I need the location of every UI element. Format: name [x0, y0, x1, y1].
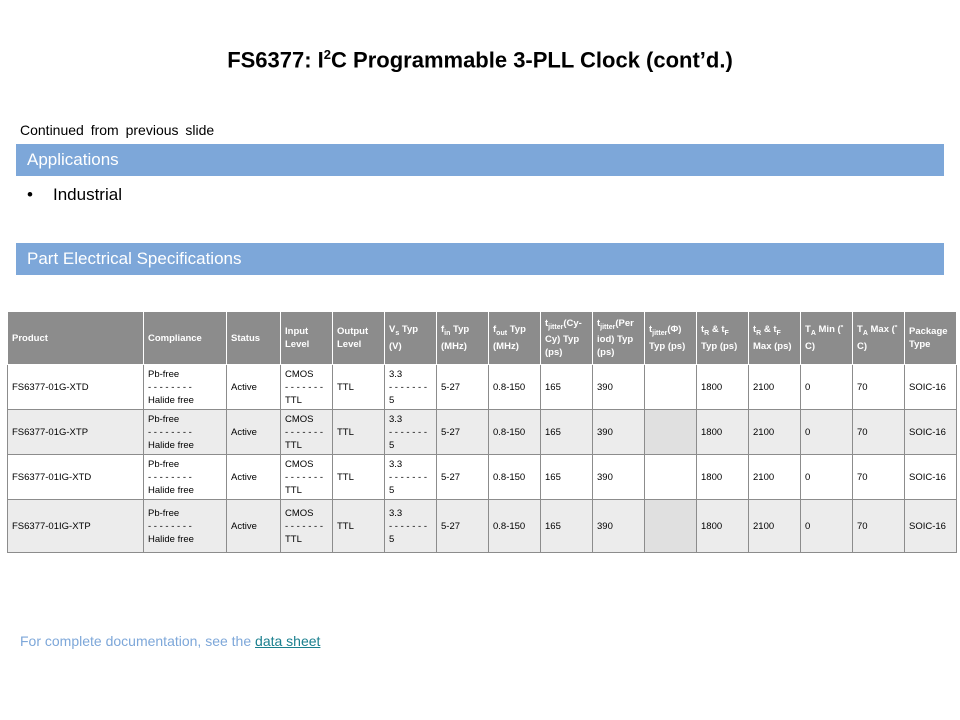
cell-output-level: TTL	[333, 410, 385, 455]
cell-tr-tf-max: 2100	[749, 365, 801, 410]
cell-tr-tf-max: 2100	[749, 455, 801, 500]
col-tr-tf-max: $t_R$ & $t_F$ Max (ps)	[749, 312, 801, 365]
col-output-level: Output Level	[333, 312, 385, 365]
cell-package: SOIC-16	[905, 455, 957, 500]
col-fout-typ: $f_{out}$ Typ (MHz)	[489, 312, 541, 365]
cell-tr-tf-typ: 1800	[697, 455, 749, 500]
slide-title: FS6377: $I^2C$ Programmable 3-PLL Clock (cont’d.)	[227, 47, 733, 73]
col-tjitter-phi: $t_{jitter}(\Phi)$ Typ (ps)	[645, 312, 697, 365]
col-compliance: Compliance	[144, 312, 227, 365]
cell-tr-tf-typ: 1800	[697, 410, 749, 455]
table-row	[8, 365, 957, 410]
table-header-row	[8, 312, 957, 365]
cell-input-level: CMOS - - - - - - - TTL	[281, 365, 333, 410]
cell-ta-min: 0	[801, 410, 853, 455]
cell-tjitter-per: 390	[593, 500, 645, 553]
col-ta-max: $T_A$ Max (˚ C)	[853, 312, 905, 365]
cell-vs-typ: 3.3 - - - - - - - 5	[385, 410, 437, 455]
specs-header: Part Electrical Specifications	[16, 243, 944, 275]
col-package-type: Package Type	[905, 312, 957, 365]
cell-tjitter-phi	[645, 500, 697, 553]
application-item: • Industrial	[27, 185, 122, 204]
cell-tr-tf-max: 2100	[749, 500, 801, 553]
cell-tr-tf-typ: 1800	[697, 500, 749, 553]
col-fin-typ: $f_{in}$ Typ (MHz)	[437, 312, 489, 365]
cell-status: Active	[227, 455, 281, 500]
cell-fin: 5-27	[437, 500, 489, 553]
cell-package: SOIC-16	[905, 410, 957, 455]
applications-header: Applications	[16, 144, 944, 176]
col-status: Status	[227, 312, 281, 365]
cell-product: FS6377-01IG-XTP	[8, 500, 144, 553]
cell-output-level: TTL	[333, 455, 385, 500]
col-input-level: Input Level	[281, 312, 333, 365]
col-vs-typ: $V_s$ Typ (V)	[385, 312, 437, 365]
cell-status: Active	[227, 500, 281, 553]
cell-vs-typ: 3.3 - - - - - - - 5	[385, 500, 437, 553]
cell-tjitter-phi	[645, 410, 697, 455]
cell-tjitter-cc: 165	[541, 365, 593, 410]
col-ta-min: $T_A$ Min (˚ C)	[801, 312, 853, 365]
cell-vs-typ: 3.3 - - - - - - - 5	[385, 455, 437, 500]
cell-tr-tf-typ: 1800	[697, 365, 749, 410]
continued-note: Continued from previous slide	[20, 122, 215, 138]
cell-ta-max: 70	[853, 455, 905, 500]
cell-ta-max: 70	[853, 500, 905, 553]
col-tjitter-per: $t_{jitter}(Per$ iod) Typ (ps)	[593, 312, 645, 365]
cell-input-level: CMOS - - - - - - - TTL	[281, 410, 333, 455]
spec-table	[7, 311, 957, 553]
col-tjitter-cc: $t_{jitter}(Cy-Cy)$ Typ (ps)	[541, 312, 593, 365]
table-row	[8, 410, 957, 455]
bullet-icon: •	[27, 185, 33, 204]
cell-product: FS6377-01IG-XTD	[8, 455, 144, 500]
data-sheet-link[interactable]: data sheet	[255, 633, 321, 649]
cell-ta-min: 0	[801, 455, 853, 500]
cell-fin: 5-27	[437, 410, 489, 455]
cell-tr-tf-max: 2100	[749, 410, 801, 455]
cell-compliance: Pb-free - - - - - - - - Halide free	[144, 410, 227, 455]
cell-product: FS6377-01G-XTP	[8, 410, 144, 455]
cell-ta-min: 0	[801, 500, 853, 553]
cell-tjitter-per: 390	[593, 410, 645, 455]
cell-tjitter-per: 390	[593, 365, 645, 410]
cell-tjitter-cc: 165	[541, 410, 593, 455]
cell-fout: 0.8-150	[489, 410, 541, 455]
cell-tjitter-cc: 165	[541, 500, 593, 553]
cell-fout: 0.8-150	[489, 365, 541, 410]
cell-input-level: CMOS - - - - - - - TTL	[281, 500, 333, 553]
cell-fout: 0.8-150	[489, 455, 541, 500]
cell-product: FS6377-01G-XTD	[8, 365, 144, 410]
cell-package: SOIC-16	[905, 365, 957, 410]
col-product: Product	[8, 312, 144, 365]
table-row	[8, 455, 957, 500]
cell-input-level: CMOS - - - - - - - TTL	[281, 455, 333, 500]
cell-output-level: TTL	[333, 500, 385, 553]
cell-tjitter-phi	[645, 455, 697, 500]
cell-tjitter-cc: 165	[541, 455, 593, 500]
cell-fin: 5-27	[437, 455, 489, 500]
cell-status: Active	[227, 410, 281, 455]
cell-package: SOIC-16	[905, 500, 957, 553]
footer-note: For complete documentation, see the data sheet	[20, 633, 321, 649]
cell-status: Active	[227, 365, 281, 410]
cell-ta-max: 70	[853, 365, 905, 410]
cell-compliance: Pb-free - - - - - - - - Halide free	[144, 365, 227, 410]
cell-tjitter-phi	[645, 365, 697, 410]
cell-fin: 5-27	[437, 365, 489, 410]
cell-vs-typ: 3.3 - - - - - - - 5	[385, 365, 437, 410]
cell-ta-max: 70	[853, 410, 905, 455]
cell-fout: 0.8-150	[489, 500, 541, 553]
cell-compliance: Pb-free - - - - - - - - Halide free	[144, 455, 227, 500]
cell-compliance: Pb-free - - - - - - - - Halide free	[144, 500, 227, 553]
col-tr-tf-typ: $t_R$ & $t_F$ Typ (ps)	[697, 312, 749, 365]
cell-tjitter-per: 390	[593, 455, 645, 500]
cell-ta-min: 0	[801, 365, 853, 410]
cell-output-level: TTL	[333, 365, 385, 410]
table-row	[8, 500, 957, 553]
